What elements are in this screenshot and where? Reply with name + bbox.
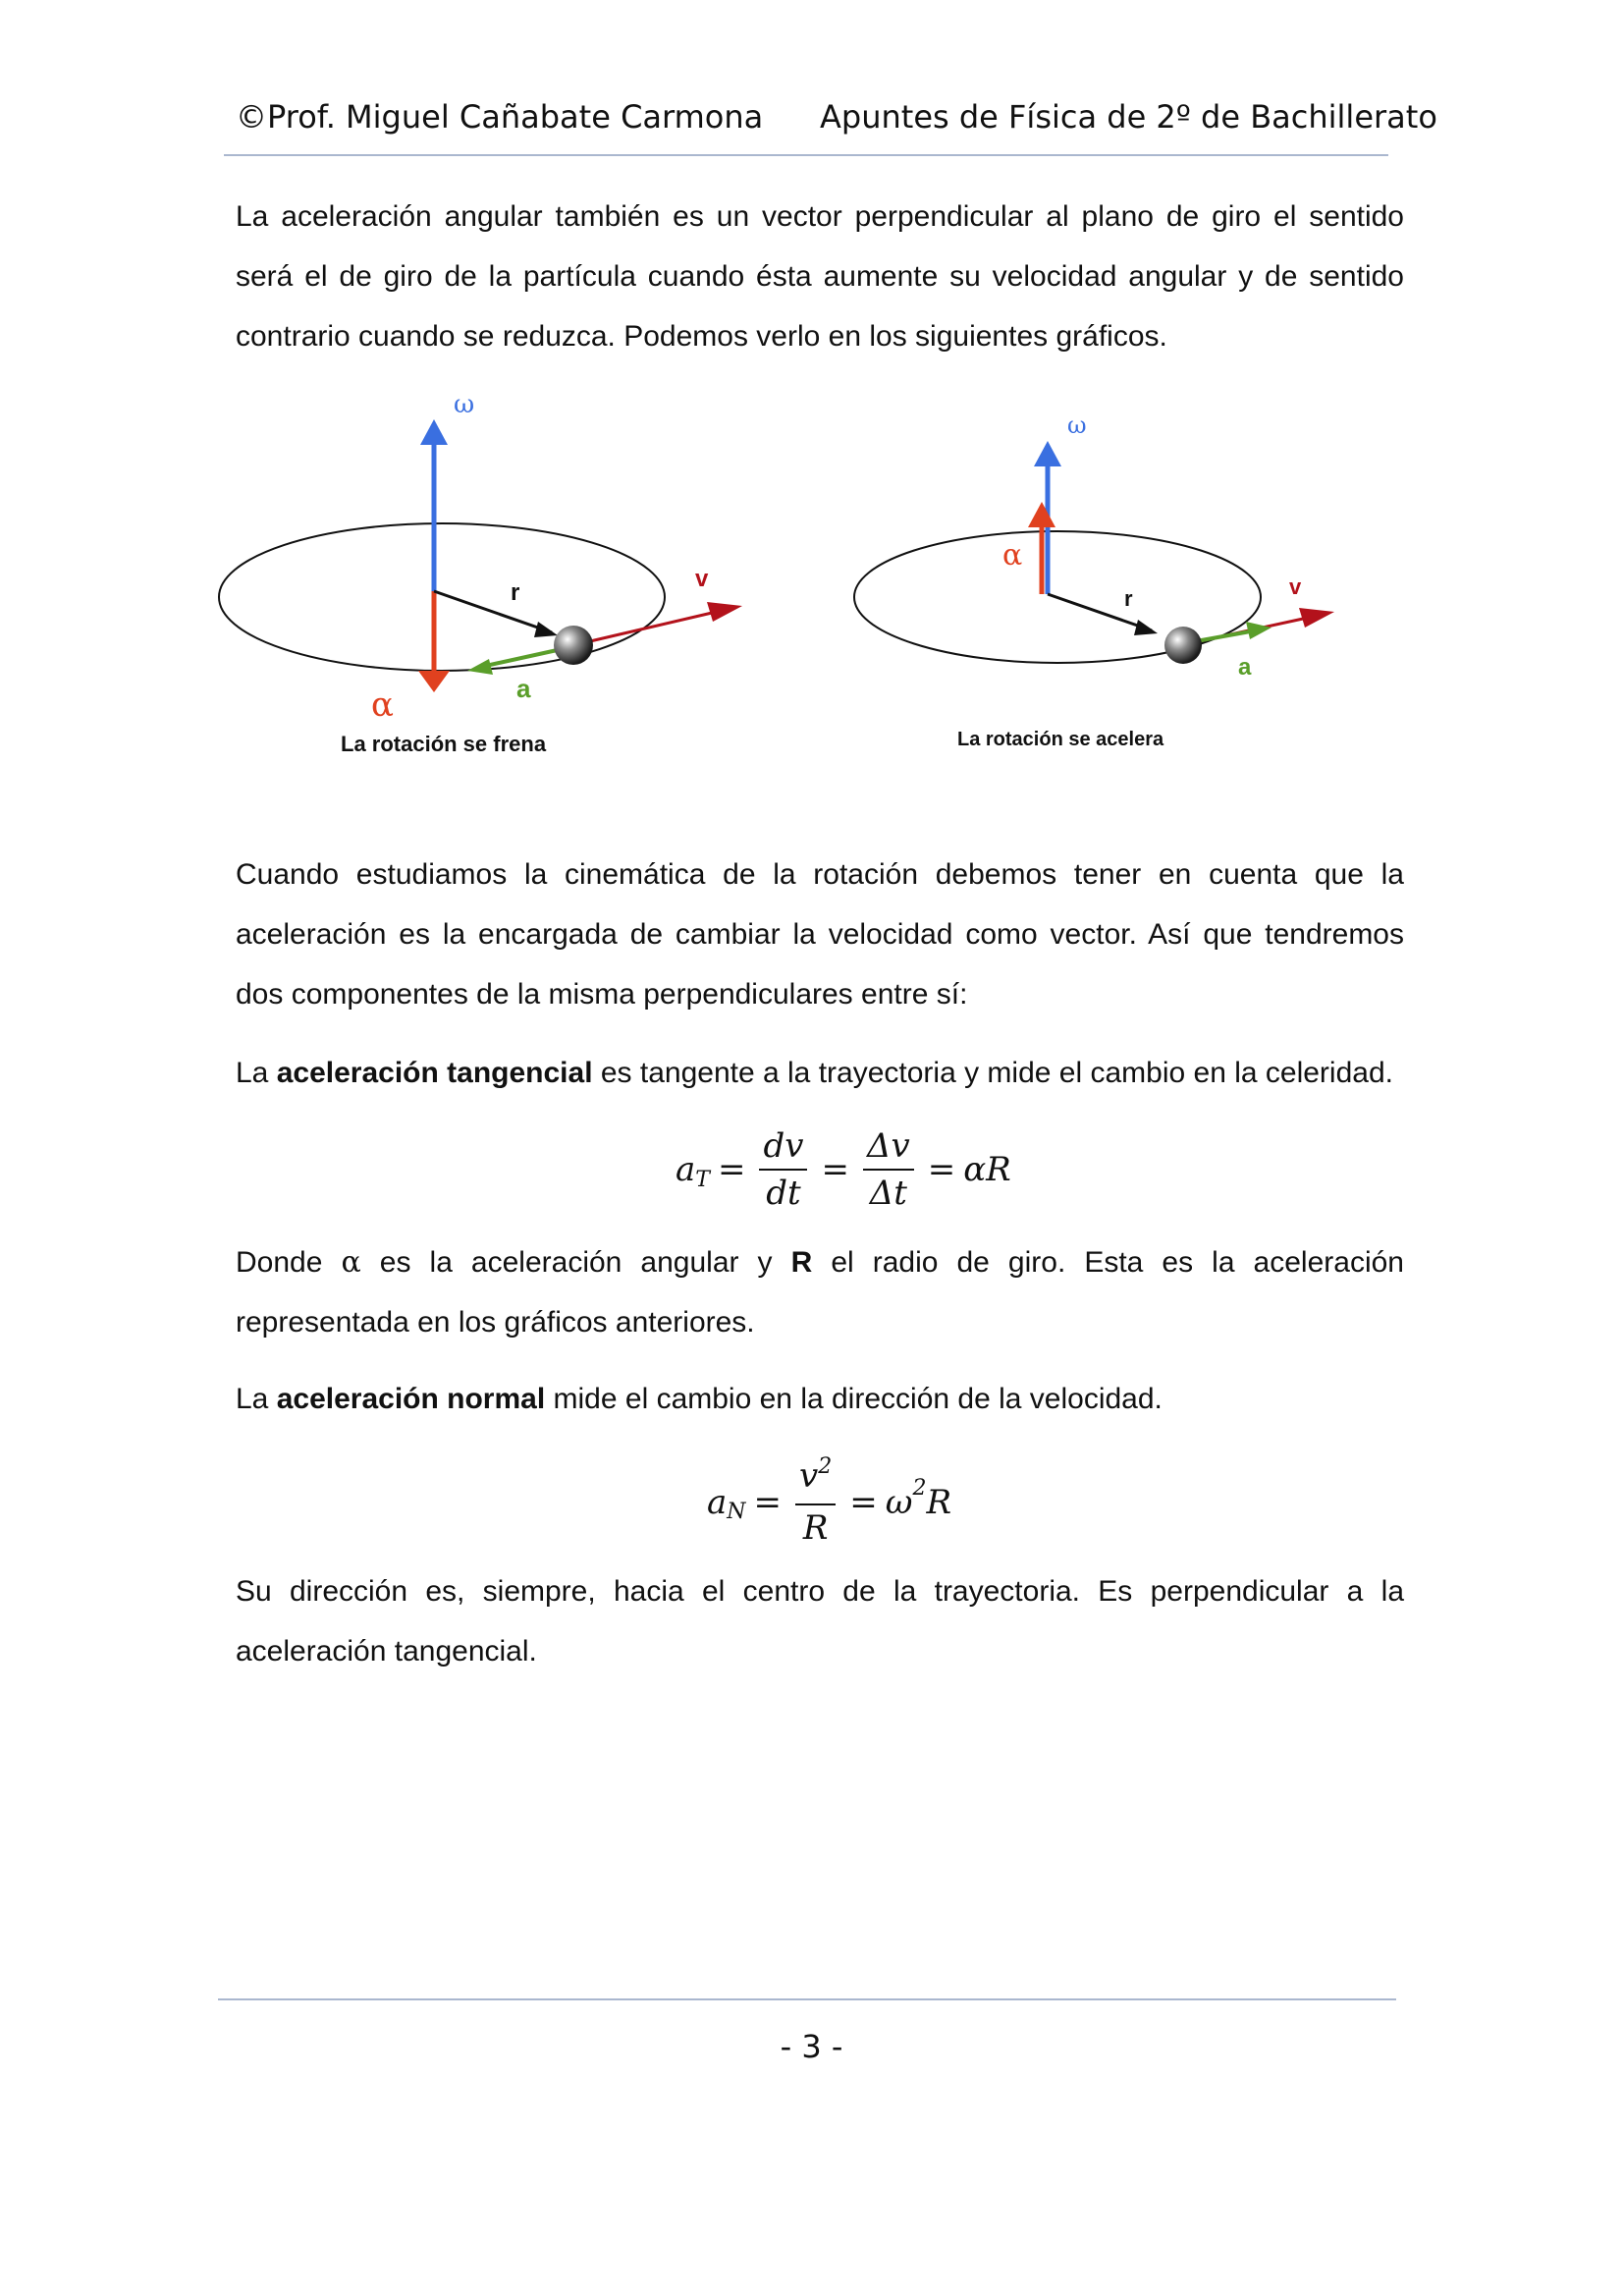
eq2-lhs-sub: N: [727, 1500, 746, 1524]
eq1-f1-num: dv: [759, 1127, 807, 1171]
header-rule: [224, 154, 1388, 156]
alpha-label: α: [1002, 538, 1023, 573]
radius-line: [1048, 594, 1152, 630]
particle-ball: [554, 626, 593, 665]
donde-R: R: [790, 1246, 813, 1279]
omega-label: ω: [1067, 411, 1087, 439]
cinematica-paragraph: Cuando estudiamos la cinemática de la rotación debemos tener en cuenta que la aceleración es la encargada de cambiar la velocidad como vector. Así que tendremos dos componentes de la misma perpendiculares entre sí:: [236, 858, 1404, 1011]
eq1-f2-den: Δt: [869, 1174, 907, 1213]
orbit-ellipse: [219, 523, 665, 671]
velocity-arrow: [573, 610, 725, 645]
normal-term: aceleración normal: [276, 1383, 546, 1415]
page-number: - 3 -: [780, 2028, 843, 2065]
radius-label: r: [511, 579, 520, 606]
alpha-arrowhead: [1028, 502, 1055, 527]
eq1-equals-3: =: [927, 1150, 956, 1189]
eq1-fraction-1: [759, 1127, 807, 1212]
tangential-label: a: [516, 674, 531, 703]
equation-tangential: [676, 1127, 1011, 1212]
eq1-equals-2: =: [821, 1150, 849, 1189]
velocity-arrowhead: [1299, 608, 1334, 628]
omega-arrowhead: [420, 419, 448, 445]
direccion-paragraph: Su dirección es, siempre, hacia el centro de la trayectoria. Es perpendicular a la aceleración tangencial.: [236, 1575, 1404, 1667]
tangencial-paragraph: [236, 1043, 1404, 1103]
eq2-equals-1: =: [753, 1482, 783, 1522]
diagram-rotation-slowing: [196, 388, 766, 771]
eq1-equals-1: =: [717, 1150, 746, 1189]
tangential-arrow: [481, 649, 562, 667]
eq2-fraction: [795, 1454, 836, 1548]
velocity-label: v: [1289, 574, 1302, 599]
eq1-rhs: αR: [963, 1150, 1011, 1189]
particle-ball: [1164, 627, 1202, 664]
eq1-fraction-2: [863, 1127, 914, 1212]
normal-post: mide el cambio en la dirección de la velocidad.: [545, 1383, 1163, 1415]
donde-alpha: α: [341, 1245, 361, 1280]
velocity-label: v: [695, 566, 709, 592]
radius-label: r: [1124, 586, 1133, 611]
alpha-label: α: [371, 685, 394, 725]
donde-p1: Donde: [236, 1246, 342, 1279]
header-title: Apuntes de Física de 2º de Bachillerato: [820, 98, 1437, 136]
caption-accelerating: La rotación se acelera: [957, 729, 1164, 750]
caption-slowing: La rotación se frena: [341, 732, 547, 756]
normal-pre: La: [236, 1383, 277, 1415]
normal-paragraph: [236, 1369, 1404, 1429]
eq2-num-v: v: [799, 1456, 819, 1496]
tangencial-pre: La: [236, 1057, 277, 1089]
donde-p2: es la aceleración angular y: [360, 1246, 791, 1279]
eq1-lhs: a: [676, 1150, 696, 1189]
eq1-f2-num: Δv: [863, 1127, 914, 1171]
eq2-rhs-omega: ω: [885, 1482, 913, 1522]
eq2-equals-2: =: [849, 1482, 878, 1522]
footer-rule: [218, 1998, 1396, 2000]
radius-arrowhead: [534, 622, 558, 637]
eq2-num: [795, 1454, 836, 1505]
header-author: ©Prof. Miguel Cañabate Carmona: [236, 98, 764, 136]
eq2-rhs-sup: 2: [912, 1476, 927, 1501]
equation-normal: [707, 1454, 952, 1548]
donde-p3: el radio de giro. Esta es la aceleración representada en los gráficos anteriores.: [236, 1246, 1404, 1339]
tangential-arrowhead: [467, 659, 493, 675]
tangential-label: a: [1238, 654, 1252, 681]
eq1-f1-den: dt: [766, 1174, 801, 1213]
tangential-arrowhead: [1246, 622, 1271, 639]
diagram-rotation-accelerating: [839, 408, 1350, 766]
eq2-num-sup: 2: [818, 1454, 833, 1479]
eq1-lhs-sub: T: [695, 1167, 710, 1192]
radius-line: [434, 591, 552, 632]
omega-arrowhead: [1034, 441, 1061, 466]
velocity-arrowhead: [707, 602, 742, 622]
eq2-den: R: [802, 1508, 829, 1548]
tangencial-term: aceleración tangencial: [276, 1057, 593, 1089]
donde-paragraph: [236, 1232, 1404, 1352]
tangencial-post: es tangente a la trayectoria y mide el cambio en la celeridad.: [592, 1057, 1393, 1089]
radius-arrowhead: [1134, 620, 1158, 635]
omega-label: ω: [454, 390, 475, 419]
alpha-arrowhead: [418, 671, 450, 692]
intro-paragraph: La aceleración angular también es un vector perpendicular al plano de giro el sentido será el de giro de la partícula cuando ésta aumente su velocidad angular y de sentido contrario cuando se reduzca. Podemos verlo en los siguientes gráficos.: [236, 200, 1404, 353]
eq2-rhs-R: R: [926, 1482, 952, 1522]
eq2-lhs: a: [707, 1482, 728, 1522]
